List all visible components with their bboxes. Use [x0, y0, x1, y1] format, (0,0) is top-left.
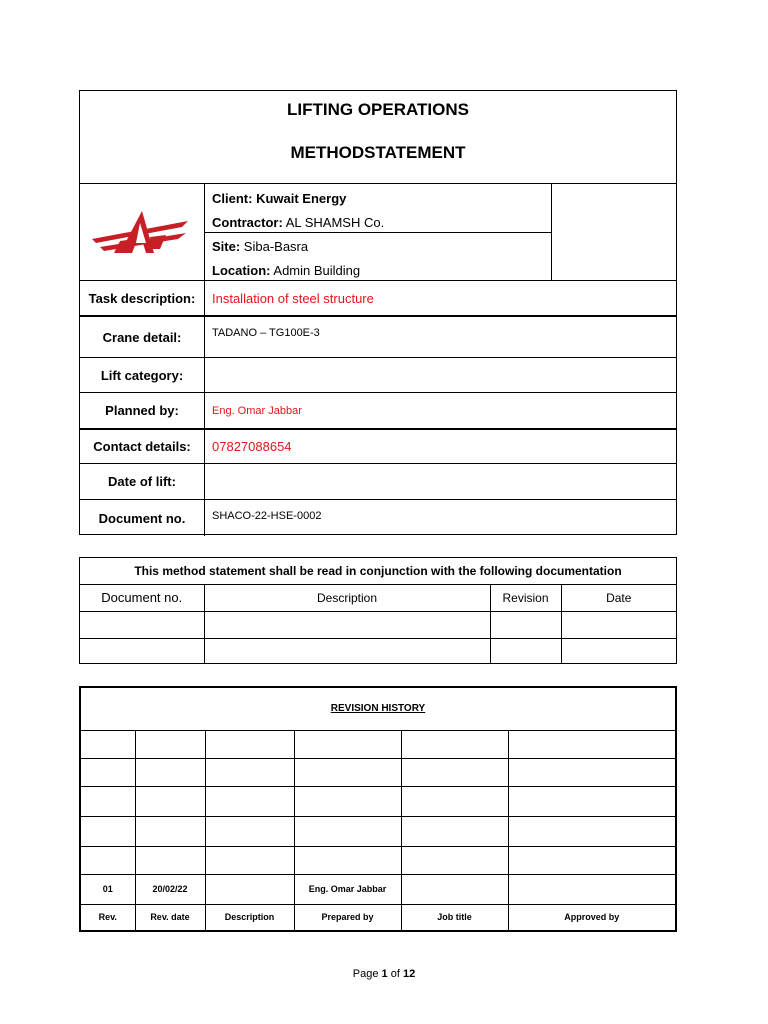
table-row [81, 874, 675, 904]
table-cell [81, 730, 135, 758]
company-logo [90, 209, 194, 261]
column-header: Prepared by [294, 904, 401, 930]
crane-detail-value: TADANO – TG100E-3 [212, 327, 320, 339]
page-word: Page [352, 968, 379, 980]
document-no-label: Document no. [98, 510, 186, 526]
crane-detail-label: Crane detail: [102, 329, 182, 345]
document-title: LIFTING OPERATIONS [287, 100, 469, 119]
table-cell [135, 758, 205, 786]
table-cell [205, 846, 294, 874]
table-cell [80, 611, 204, 638]
divider [551, 183, 552, 280]
document-subtitle: METHODSTATEMENT [290, 143, 466, 162]
job-title-cell [401, 874, 508, 904]
divider [204, 232, 551, 233]
table-cell [294, 846, 401, 874]
documentation-table [79, 557, 677, 664]
table-cell [204, 638, 490, 663]
documentation-heading: This method statement shall be read in conjunction with the following documentation [80, 558, 676, 584]
table-cell [401, 846, 508, 874]
revision-history-heading [81, 688, 675, 730]
site-line [212, 239, 308, 254]
table-cell [204, 611, 490, 638]
page-current: 1 [381, 968, 388, 980]
rev-cell: 01 [81, 874, 135, 904]
column-header: Job title [401, 904, 508, 930]
lift-category-label: Lift category: [100, 367, 184, 383]
prepared-by-cell: Eng. Omar Jabbar [294, 874, 401, 904]
table-cell [205, 730, 294, 758]
table-cell [508, 786, 675, 816]
table-cell [294, 730, 401, 758]
contact-details-value: 07827088654 [212, 439, 292, 454]
table-cell [135, 816, 205, 846]
table-cell [401, 816, 508, 846]
column-header: Revision [490, 584, 561, 611]
table-cell [205, 816, 294, 846]
table-cell [81, 816, 135, 846]
page-total: 12 [402, 968, 416, 980]
table-cell [205, 786, 294, 816]
table-cell [401, 758, 508, 786]
task-description-label: Task description: [88, 290, 196, 306]
table-cell [135, 846, 205, 874]
table-cell [135, 730, 205, 758]
table-cell [294, 816, 401, 846]
table-cell [81, 846, 135, 874]
column-header: Document no. [80, 584, 204, 611]
table-cell [508, 730, 675, 758]
column-header: Description [205, 904, 294, 930]
date-of-lift-label: Date of lift: [108, 474, 176, 489]
table-cell [490, 638, 561, 663]
table-cell [135, 786, 205, 816]
table-cell [205, 758, 294, 786]
lifting-operations-header-table [79, 90, 677, 535]
revision-history-table [79, 686, 677, 932]
location-label: Location: [212, 263, 271, 278]
column-header: Rev. date [135, 904, 205, 930]
contractor-label: Contractor: [212, 215, 283, 230]
client-label: Client: [212, 191, 253, 206]
column-header: Description [204, 584, 490, 611]
revision-history-title: REVISION HISTORY [330, 703, 426, 715]
approved-by-cell [508, 874, 675, 904]
table-cell [508, 758, 675, 786]
table-cell [508, 816, 675, 846]
planned-by-label: Planned by: [105, 403, 179, 418]
table-cell [294, 758, 401, 786]
table-cell [81, 758, 135, 786]
table-cell [490, 611, 561, 638]
task-description-value: Installation of steel structure [212, 290, 374, 306]
table-header-row [81, 904, 675, 930]
table-cell [80, 638, 204, 663]
table-cell [561, 638, 676, 663]
table-cell [294, 786, 401, 816]
rev-date-cell: 20/02/22 [135, 874, 205, 904]
client-line [212, 191, 346, 206]
contractor-value: AL SHAMSH Co. [285, 215, 385, 230]
description-cell [205, 874, 294, 904]
table-cell [401, 786, 508, 816]
page-footer [0, 968, 768, 980]
contractor-line [212, 215, 384, 230]
contact-details-label: Contact details: [93, 439, 191, 454]
site-value: Siba-Basra [243, 239, 309, 254]
table-cell [508, 846, 675, 874]
table-cell [561, 611, 676, 638]
site-label: Site: [212, 239, 241, 254]
client-value: Kuwait Energy [256, 191, 347, 206]
table-cell [401, 730, 508, 758]
column-header: Rev. [81, 904, 135, 930]
of-word: of [390, 968, 400, 980]
column-header: Date [561, 584, 676, 611]
column-header: Approved by [508, 904, 675, 930]
table-cell [81, 786, 135, 816]
planned-by-value: Eng. Omar Jabbar [212, 404, 302, 417]
divider [204, 183, 205, 536]
location-value: Admin Building [273, 263, 361, 278]
divider [80, 183, 676, 184]
location-line [212, 263, 360, 278]
document-no-value: SHACO-22-HSE-0002 [212, 510, 322, 522]
